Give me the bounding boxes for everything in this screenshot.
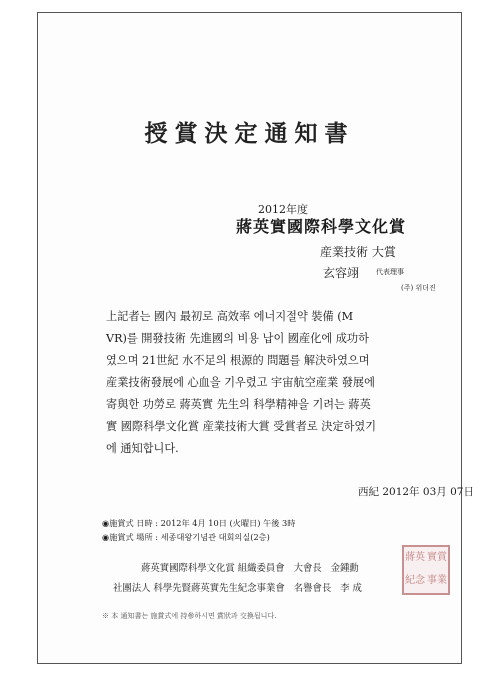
ceremony-place: ◉施賞式 場所 : 세종대왕기념관 대회의실(2층) (102, 532, 270, 542)
body-line: 産業技術發展에 心血을 기우렸고 宇宙航空産業 發展에 (106, 376, 375, 389)
memorial-society-signature (113, 580, 362, 594)
award-category: 産業技術 大賞 (320, 245, 396, 259)
seal-text: 蔣英 (405, 552, 425, 563)
organizing-committee-signature (141, 560, 359, 574)
recipient-company: (주) 위더진 (401, 284, 436, 292)
seal-text: 實賞 (427, 552, 447, 563)
body-line: 에 通知합니다. (106, 442, 179, 455)
recipient-title: 代表理事 (376, 268, 404, 276)
official-seal-stamp (402, 545, 450, 595)
body-line: 寄與한 功勞로 蔣英實 先生의 科學精神을 기려는 蔣英 (106, 398, 371, 411)
notice-body (106, 306, 466, 460)
org-role: 大會長 (293, 563, 322, 574)
org-person: 李 成 (340, 583, 362, 594)
org-name: 社團法人 科學先賢蔣英實先生紀念事業會 (113, 583, 285, 594)
award-edition: 2012年度 (258, 203, 308, 216)
body-line: 였으며 21世紀 水不足의 根源的 問題를 解決하였으며 (106, 354, 370, 367)
body-line: 上記者는 國內 最初로 高效率 에너지절약 裝備 (M (106, 310, 354, 323)
footnote: ※ 本 通知書는 施賞式에 持參하시면 賞狀과 交換됩니다. (102, 612, 277, 620)
seal-text: 事業 (427, 575, 447, 586)
ceremony-datetime: ◉施賞式 日時 : 2012年 4月 10日 (火曜日) 午後 3時 (102, 518, 296, 528)
notice-date: 西紀 2012年 03月 07日 (358, 486, 474, 498)
award-notice-document (37, 12, 474, 664)
body-line: VR)를 開發技術 先進國의 비용 납이 國産化에 成功하 (106, 332, 369, 345)
recipient-name: 玄容翊 (323, 266, 360, 280)
org-person: 金鍾勳 (330, 563, 359, 574)
document-title: 授賞決定通知書 (144, 120, 355, 147)
seal-text: 紀念 (405, 575, 425, 586)
org-role: 名譽會長 (293, 583, 332, 594)
org-name: 蔣英實國際科學文化賞 組織委員會 (141, 563, 285, 574)
award-name: 蔣英實國際科學文化賞 (236, 217, 407, 236)
body-line: 實 國際科學文化賞 産業技術大賞 受賞者로 決定하였기 (106, 420, 377, 433)
